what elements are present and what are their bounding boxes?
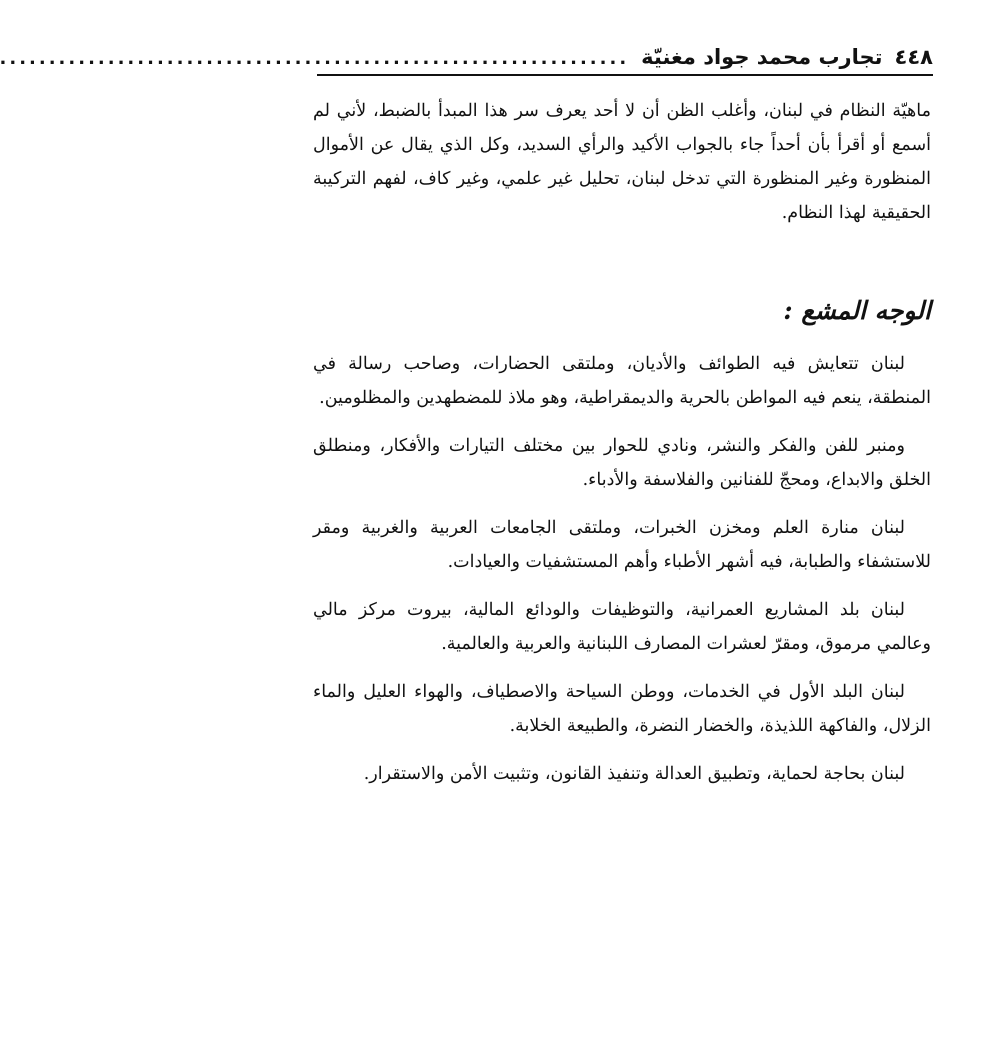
book-title: تجارب محمد جواد مغنيّة <box>641 45 883 69</box>
header-dot-leader: ................................................................ <box>0 48 630 69</box>
section-paragraph-4: لبنان بلد المشاريع العمرانية، والتوظيفات والودائع المالية، بيروت مركز مالي وعالمي مرموق، ومقرّ لعشرات المصارف اللبنانية والعربية والعالمية. <box>313 600 931 654</box>
section-heading: الوجه المشع : <box>783 296 931 325</box>
section-paragraph-5: لبنان البلد الأول في الخدمات، ووطن السياحة والاصطياف، والهواء العليل والماء الزلال، والفاكهة اللذيذة، والخضار النضرة، والطبيعة الخلابة. <box>313 682 931 736</box>
section-paragraph-2: ومنبر للفن والفكر والنشر، ونادي للحوار بين مختلف التيارات والأفكار، ومنطلق الخلق والابداع، ومحجّ للفنانين والفلاسفة والأدباء. <box>313 436 931 490</box>
page-number: ٤٤٨ <box>894 45 933 69</box>
page-content <box>313 94 931 791</box>
intro-paragraph: ماهيّة النظام في لبنان، وأغلب الظن أن لا أحد يعرف سر هذا المبدأ بالضبط، لأني لم أسمع أو أقرأ بأن أحداً جاء بالجواب الأكيد والرأي السديد، وكل الذي يقال عن الأموال المنظورة وغير المنظورة التي تدخل لبنان، تحليل غير علمي، وغير كاف، لفهم التركيبة الحقيقية لهذا النظام. <box>313 101 931 223</box>
running-header <box>0 40 933 76</box>
section-paragraph-3: لبنان منارة العلم ومخزن الخبرات، وملتقى الجامعات العربية والغربية ومقر للاستشفاء والطبابة، فيه أشهر الأطباء وأهم المستشفيات والعيادات. <box>313 518 931 572</box>
section-paragraph-1: لبنان تتعايش فيه الطوائف والأديان، وملتقى الحضارات، وصاحب رسالة في المنطقة، ينعم فيه المواطن بالحرية والديمقراطية، وهو ملاذ للمضطهدين والمظلومين. <box>313 354 931 408</box>
section-paragraph-6: لبنان بحاجة لحماية، وتطبيق العدالة وتنفيذ القانون، وتثبيت الأمن والاستقرار. <box>363 764 905 784</box>
